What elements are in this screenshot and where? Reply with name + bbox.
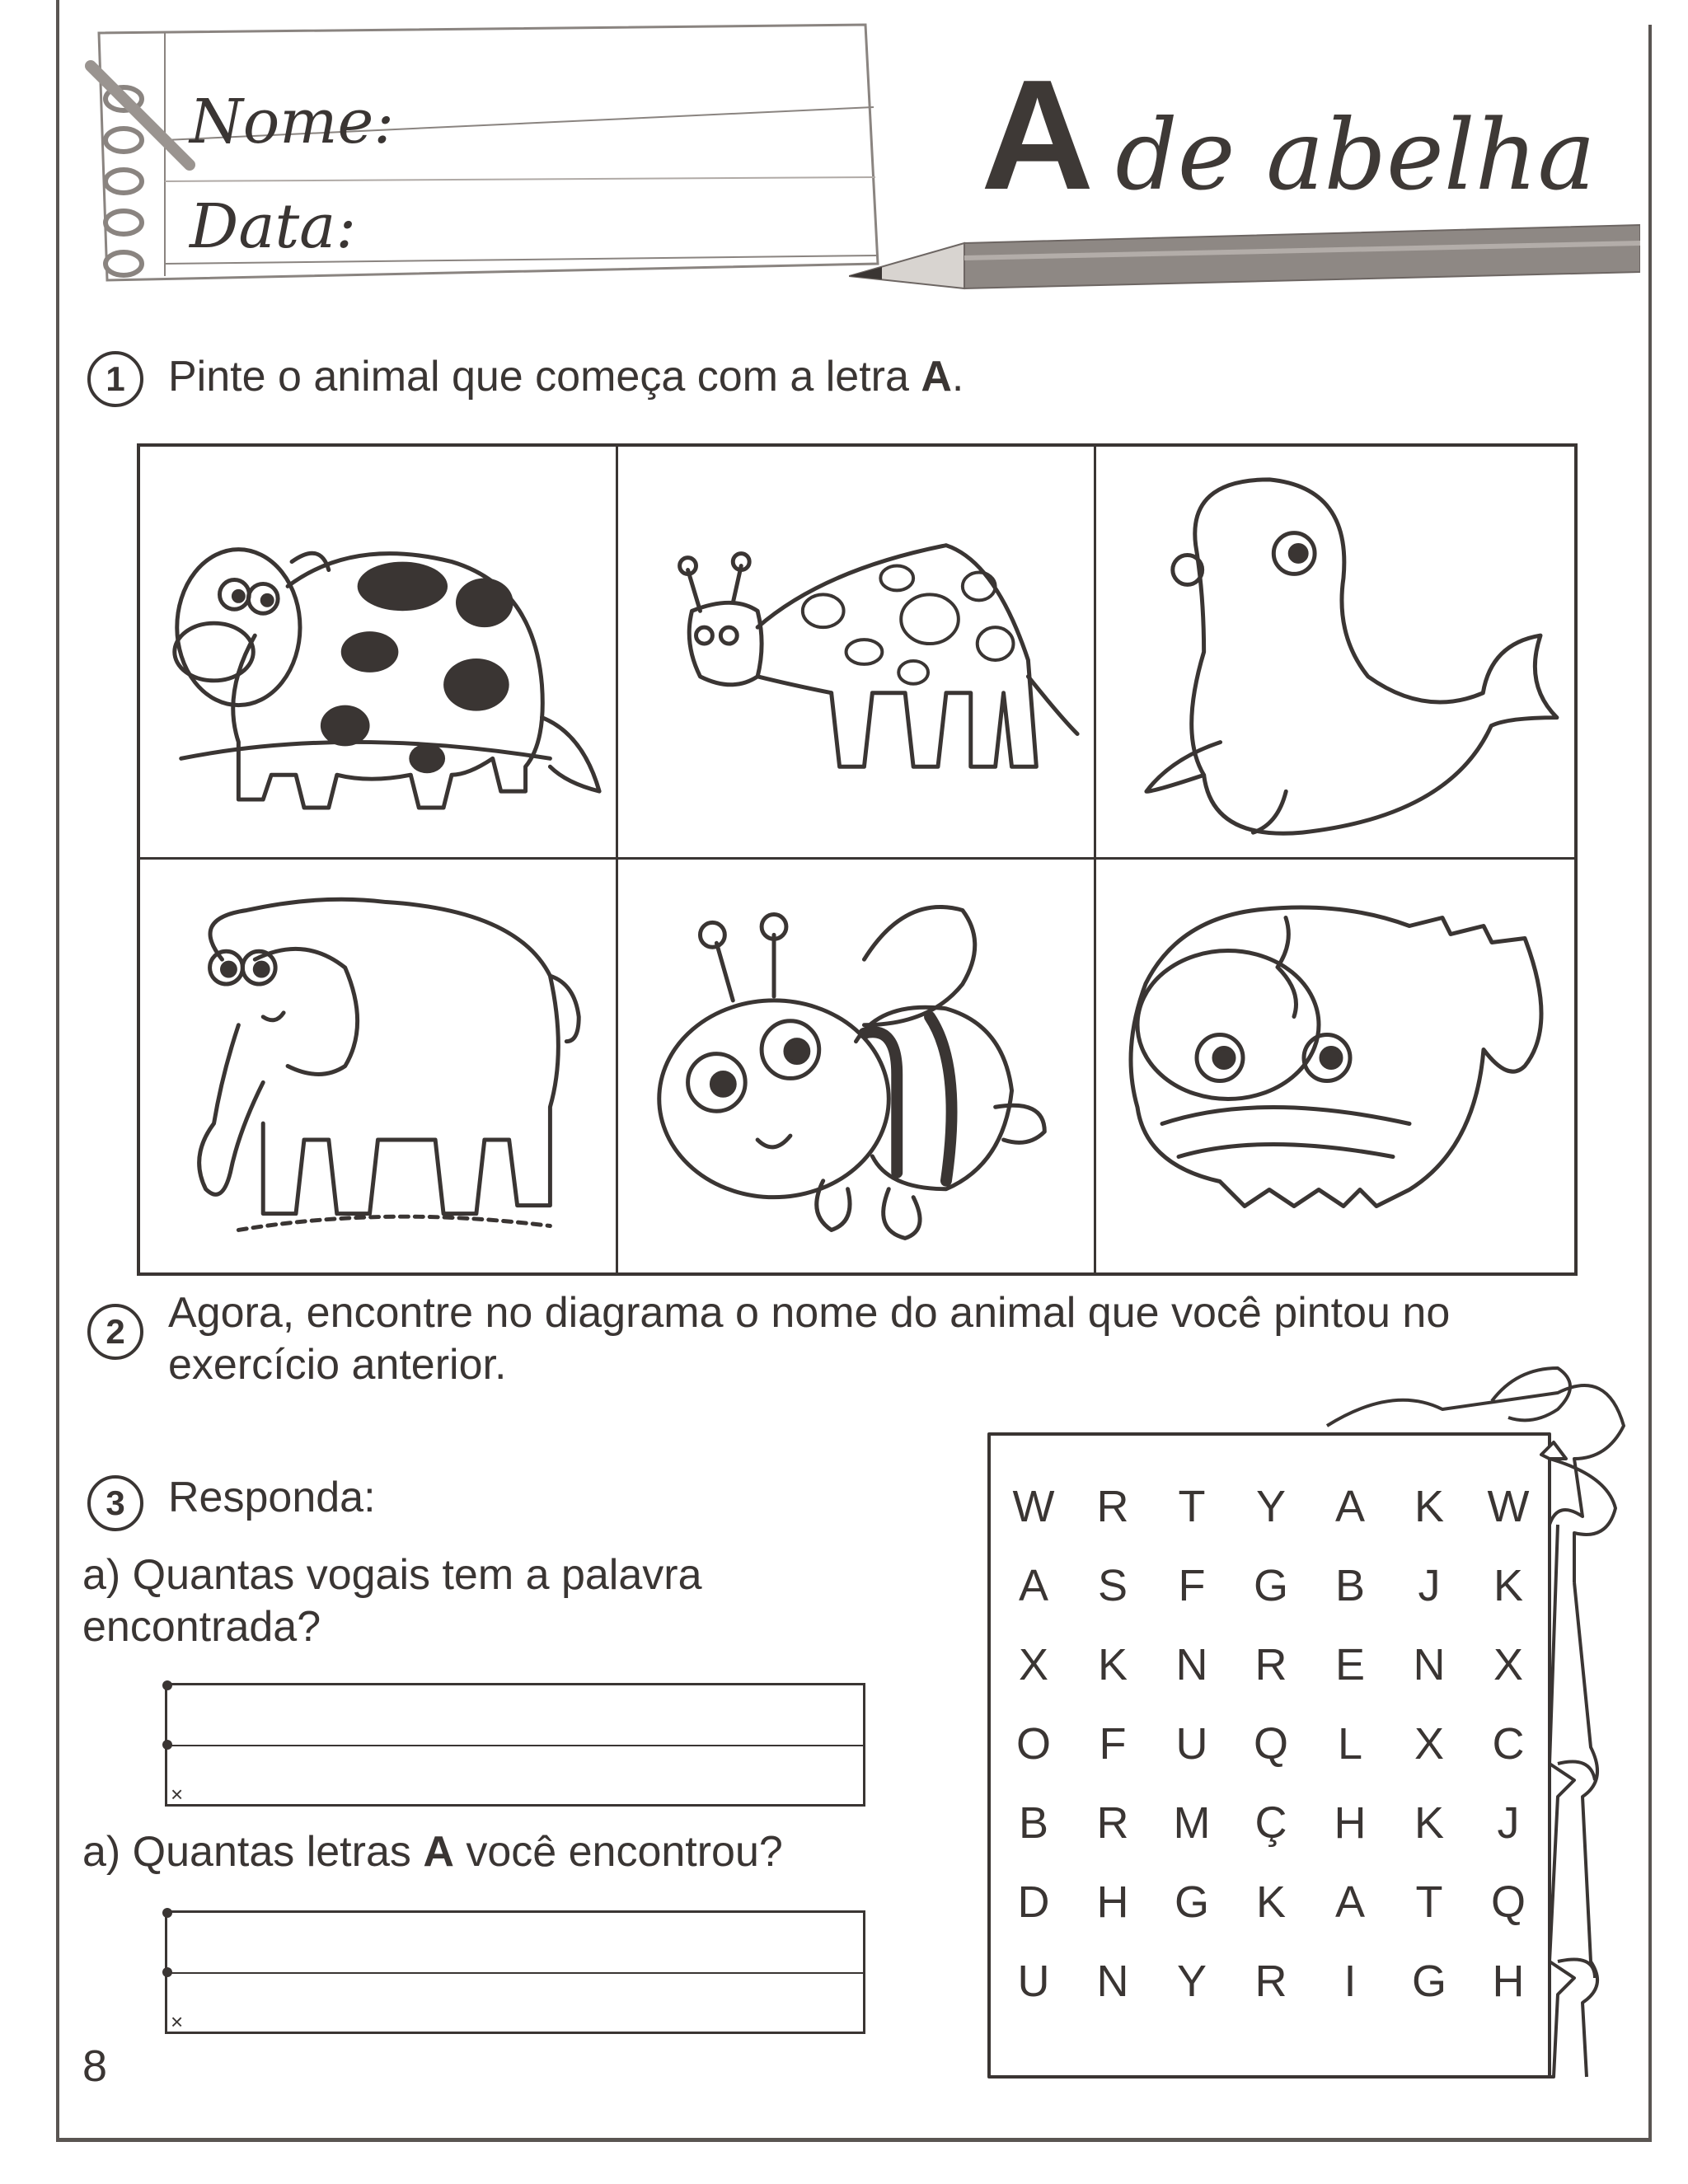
page-title	[981, 45, 1596, 225]
title-letter: A	[981, 48, 1095, 223]
answer-box-vowels[interactable]	[165, 1683, 865, 1807]
page-border-right	[1648, 25, 1652, 2141]
word-search-letter[interactable]: R	[1096, 1798, 1129, 1848]
word-search-letter[interactable]: O	[1015, 1719, 1051, 1769]
answer-box-x-mark: ×	[171, 1782, 184, 1807]
word-search-letter[interactable]: R	[1254, 1640, 1287, 1690]
answer-box-midline	[167, 1972, 863, 1974]
answer-box-dot	[162, 1908, 172, 1918]
word-search-letter[interactable]: Y	[1176, 1957, 1207, 2006]
word-search-letter[interactable]: N	[1413, 1640, 1446, 1690]
question-1-letter: A	[921, 353, 952, 401]
answer-box-dot	[162, 1680, 172, 1690]
word-search-letter[interactable]: Q	[1490, 1877, 1526, 1927]
word-search-letter[interactable]: Q	[1253, 1719, 1288, 1769]
page-number: 8	[82, 2041, 108, 2091]
question-1-text-after: .	[951, 353, 964, 401]
word-search-letter[interactable]: T	[1415, 1877, 1443, 1927]
word-search-letter[interactable]: Ç	[1254, 1798, 1287, 1848]
word-search-letter[interactable]: N	[1096, 1957, 1129, 2006]
word-search-letter[interactable]: W	[1487, 1482, 1530, 1531]
word-search-letter[interactable]: X	[1493, 1640, 1524, 1690]
question-3a-line-1: a) Quantas vogais tem a palavra	[82, 1551, 702, 1599]
question-2-number: 2	[87, 1304, 143, 1360]
word-search-letter[interactable]: J	[1497, 1798, 1520, 1848]
answer-box-x-mark: ×	[171, 2009, 184, 2034]
question-1-text-before: Pinte o animal que começa com a letra	[168, 353, 921, 401]
question-3a-line-2: encontrada?	[82, 1603, 321, 1652]
animal-cell-giraffe[interactable]	[618, 447, 1096, 860]
question-1-number: 1	[87, 351, 143, 407]
question-3-text: Responda:	[168, 1474, 376, 1521]
answer-box-midline	[167, 1745, 863, 1746]
animal-grid	[137, 443, 1578, 1276]
word-search-letter[interactable]: C	[1492, 1719, 1525, 1769]
word-search-letter[interactable]: N	[1175, 1640, 1208, 1690]
name-date-notepad	[74, 16, 907, 288]
question-1-text	[168, 351, 964, 403]
question-3a-text	[82, 1549, 702, 1654]
word-search-letter[interactable]: D	[1017, 1877, 1050, 1927]
animal-cell-bee[interactable]	[618, 860, 1096, 1272]
word-search-letter[interactable]: K	[1493, 1561, 1524, 1610]
word-search-letter[interactable]: K	[1255, 1877, 1287, 1927]
crocodile-icon	[1096, 860, 1574, 1272]
word-search-letter[interactable]: K	[1414, 1798, 1445, 1848]
title-word: de abelha	[1115, 98, 1596, 212]
word-search-grid	[994, 1467, 1554, 2021]
question-2-line-2: exercício anterior.	[168, 1341, 507, 1390]
word-search-letter[interactable]: S	[1097, 1561, 1128, 1610]
animal-cell-cow[interactable]	[140, 447, 618, 860]
word-search-letter[interactable]: H	[1492, 1957, 1525, 2006]
question-3b-text-after: você encontrou?	[453, 1828, 783, 1876]
bee-icon	[618, 860, 1094, 1272]
word-search-letter[interactable]: A	[1018, 1561, 1049, 1610]
word-search-letter[interactable]: U	[1017, 1957, 1050, 2006]
pencil-icon	[849, 210, 1640, 301]
word-search-letter[interactable]: M	[1173, 1798, 1211, 1848]
seal-icon	[1096, 447, 1574, 857]
question-3b-text-before: a) Quantas letras	[82, 1828, 424, 1876]
word-search-letter[interactable]: X	[1018, 1640, 1049, 1690]
animal-cell-crocodile[interactable]	[1096, 860, 1574, 1272]
word-search-letter[interactable]: T	[1178, 1482, 1206, 1531]
word-search-letter[interactable]: G	[1253, 1561, 1288, 1610]
word-search-letter[interactable]: R	[1096, 1482, 1129, 1531]
word-search-letter[interactable]: F	[1178, 1561, 1206, 1610]
word-search-letter[interactable]: A	[1334, 1877, 1366, 1927]
word-search-letter[interactable]: H	[1096, 1877, 1129, 1927]
word-search-letter[interactable]: G	[1411, 1957, 1447, 2006]
word-search-letter[interactable]: R	[1254, 1957, 1287, 2006]
word-search-letter[interactable]: I	[1343, 1957, 1357, 2006]
word-search-letter[interactable]: A	[1334, 1482, 1366, 1531]
word-search-letter[interactable]: F	[1099, 1719, 1127, 1769]
elephant-icon	[140, 860, 616, 1272]
word-search-letter[interactable]: H	[1334, 1798, 1367, 1848]
word-search-letter[interactable]: J	[1418, 1561, 1441, 1610]
word-search-letter[interactable]: X	[1414, 1719, 1445, 1769]
answer-box-dot	[162, 1740, 172, 1750]
word-search-letter[interactable]: K	[1097, 1640, 1128, 1690]
answer-box-letter-a[interactable]	[165, 1910, 865, 2034]
giraffe-icon	[618, 447, 1094, 857]
word-search-letter[interactable]: Y	[1255, 1482, 1287, 1531]
word-search-letter[interactable]: K	[1414, 1482, 1445, 1531]
word-search-letter[interactable]: E	[1334, 1640, 1366, 1690]
question-3b-letter: A	[423, 1828, 454, 1876]
word-search-letter[interactable]: U	[1175, 1719, 1208, 1769]
page-border-bottom	[56, 2138, 1652, 2142]
answer-box-dot	[162, 1967, 172, 1977]
word-search-letter[interactable]: B	[1018, 1798, 1049, 1848]
name-label: Nome:	[190, 87, 395, 157]
question-3b-text	[82, 1826, 783, 1878]
page-border-left	[56, 0, 59, 2141]
animal-cell-elephant[interactable]	[140, 860, 618, 1272]
question-2-line-1: Agora, encontre no diagrama o nome do animal que você pintou no	[168, 1289, 1451, 1337]
question-3-number: 3	[87, 1475, 143, 1531]
word-search-letter[interactable]: L	[1337, 1719, 1363, 1769]
word-search-letter[interactable]: B	[1334, 1561, 1366, 1610]
date-label: Data:	[190, 191, 357, 262]
cow-icon	[140, 447, 616, 857]
word-search-letter[interactable]: W	[1012, 1482, 1055, 1531]
word-search-letter[interactable]: G	[1174, 1877, 1209, 1927]
animal-cell-seal[interactable]	[1096, 447, 1574, 860]
